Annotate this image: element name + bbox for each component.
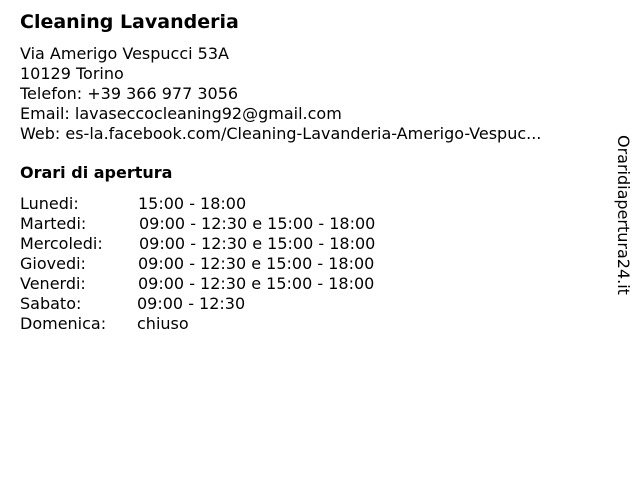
day-label: Giovedi: [20, 254, 86, 273]
time-value: 09:00 - 12:30 e 15:00 - 18:00 [138, 254, 375, 273]
day-label: Sabato: [20, 294, 82, 313]
city-line: 10129 Torino [20, 64, 124, 83]
time-value: 09:00 - 12:30 [137, 294, 246, 313]
day-label: Venerdi: [20, 274, 86, 293]
site-watermark: Oraridiapertura24.it [614, 135, 633, 295]
business-name: Cleaning Lavanderia [20, 11, 239, 33]
day-label: Domenica: [20, 314, 107, 333]
day-label: Lunedi: [20, 194, 79, 213]
time-value: 09:00 - 12:30 e 15:00 - 18:00 [139, 234, 376, 253]
time-value: chiuso [137, 314, 189, 333]
email-line: Email: lavaseccocleaning92@gmail.com [20, 104, 342, 123]
opening-hours-heading: Orari di apertura [20, 163, 173, 182]
time-value: 09:00 - 12:30 e 15:00 - 18:00 [139, 214, 376, 233]
web-line: Web: es-la.facebook.com/Cleaning-Lavanderia-Amerigo-Vespuc... [20, 124, 542, 143]
day-label: Mercoledi: [20, 234, 103, 253]
time-value: 15:00 - 18:00 [138, 194, 247, 213]
phone-line: Telefon: +39 366 977 3056 [20, 84, 239, 103]
address-line: Via Amerigo Vespucci 53A [20, 44, 229, 63]
time-value: 09:00 - 12:30 e 15:00 - 18:00 [138, 274, 375, 293]
contact-info [20, 44, 541, 144]
day-label: Martedi: [20, 214, 87, 233]
